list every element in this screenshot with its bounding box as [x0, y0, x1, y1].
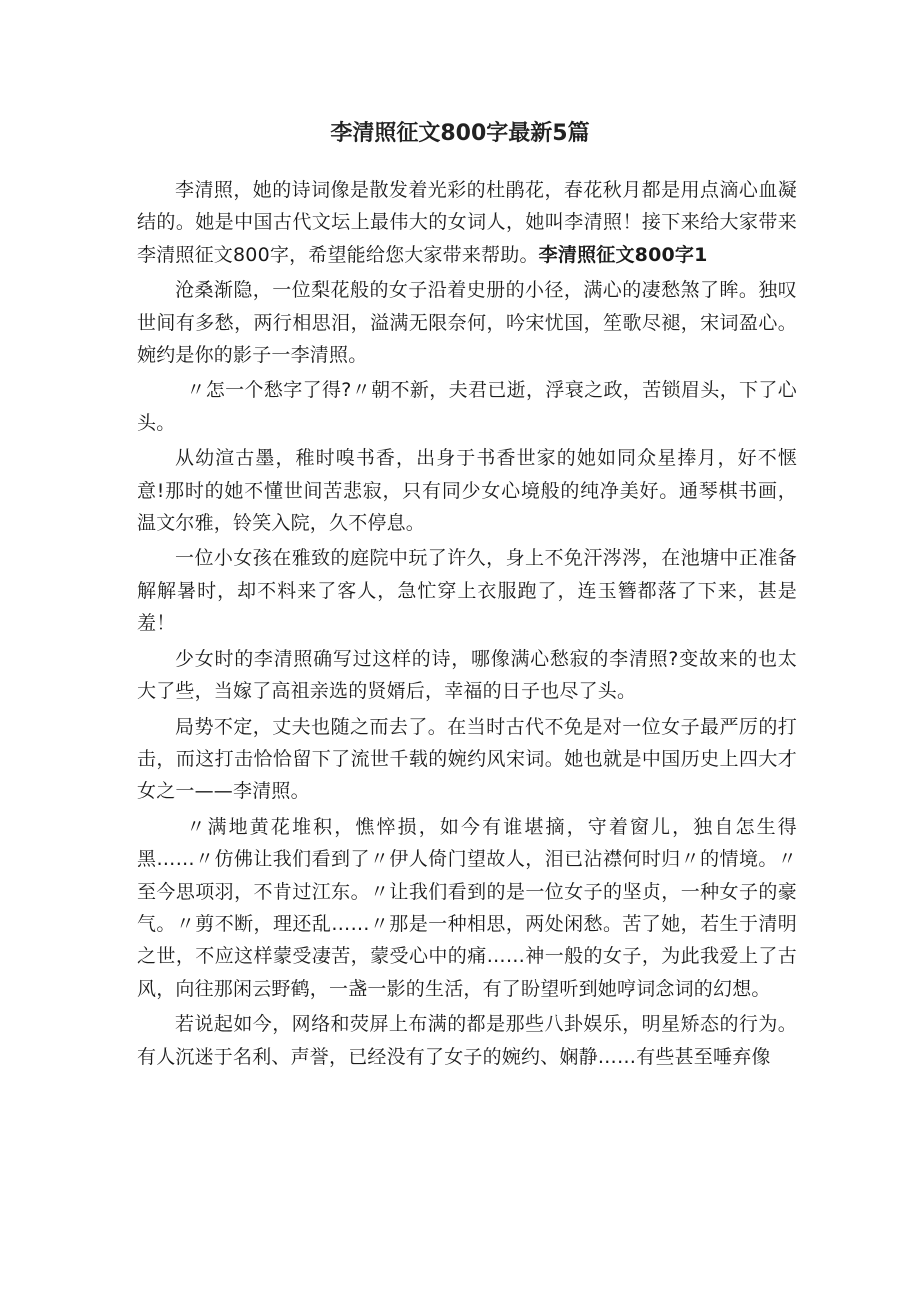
- paragraph: 一位小女孩在雅致的庭院中玩了许久，身上不免汗涔涔，在池塘中正准备解解暑时，却不料来了客人，急忙穿上衣服跑了，连玉簪都落了下来，甚是羞！: [137, 547, 797, 635]
- paragraph: 从幼渲古墨，稚时嗅书香，出身于书香世家的她如同众星捧月，好不惬意!那时的她不懂世间苦悲寂，只有同少女心境般的纯净美好。通琴棋书画，温文尔雅，铃笑入院，久不停息。: [137, 447, 797, 535]
- paragraph: 若说起如今，网络和荧屏上布满的都是那些八卦娱乐，明星矫态的行为。有人沉迷于名利、声誉，已经没有了女子的婉约、娴静……有些甚至唾弃像: [137, 1013, 797, 1068]
- paragraph: 少女时的李清照确写过这样的诗，哪像满心愁寂的李清照?变故来的也太大了些，当嫁了高祖亲选的贤婿后，幸福的日子也尽了头。: [137, 647, 797, 703]
- intro-text: 李清照，她的诗词像是散发着光彩的杜鹃花，春花秋月都是用点滴心血凝结的。她是中国古代文坛上最伟大的女词人，她叫李清照！接下来给大家带来李清照征文800字，希望能给您大家带来帮助。: [137, 179, 797, 266]
- intro-paragraph: [137, 174, 797, 271]
- paragraph: 局势不定，丈夫也随之而去了。在当时古代不免是对一位女子最严厉的打击，而这打击恰恰留下了流世千载的婉约风宋词。她也就是中国历史上四大才女之一——李清照。: [137, 715, 797, 803]
- paragraph: 〃满地黄花堆积，憔悴损，如今有谁堪摘，守着窗儿，独自怎生得黑……〃仿佛让我们看到了〃伊人倚门望故人，泪已沾襟何时归〃的情境。〃至今思项羽，不肯过江东。〃让我们看到的是一位女子的坚贞，一种女子的豪气。〃剪不断，理还乱……〃那是一种相思，两处闲愁。苦了她，若生于清明之世，不应这样蒙受凄苦，蒙受心中的痛……神一般的女子，为此我爱上了古风，向往那闲云野鹤，一盏一影的生活，有了盼望听到她哼词念词的幻想。: [137, 815, 797, 1000]
- section-heading-1: 李清照征文800字1: [538, 243, 708, 266]
- document-title: 李清照征文800字最新5篇: [330, 121, 590, 146]
- paragraph: 沧桑渐隐，一位梨花般的女子沿着史册的小径，满心的凄愁煞了眸。独叹世间有多愁，两行相思泪，溢满无限奈何，吟宋忧国，笙歌尽褪，宋词盈心。婉约是你的影子一李清照。: [137, 279, 797, 367]
- paragraph: 〃怎一个愁字了得?〃朝不新，夫君已逝，浮衰之政，苦锁眉头，下了心头。: [137, 379, 797, 434]
- document-body: [137, 174, 797, 1076]
